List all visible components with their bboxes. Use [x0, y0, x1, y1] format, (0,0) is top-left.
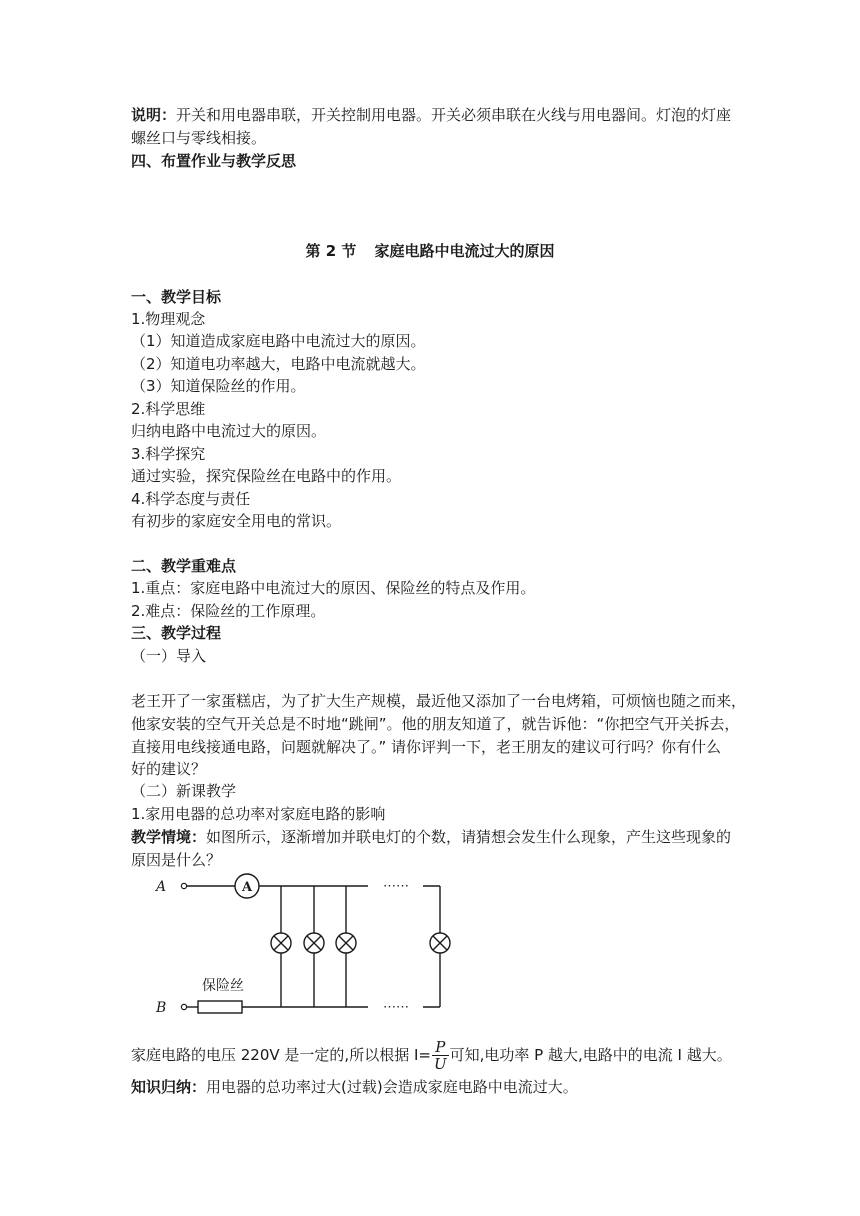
formula-line	[131, 1037, 732, 1073]
goal-1a: （1）知道造成家庭电路中电流过大的原因。	[131, 332, 426, 350]
key-heading: 二、教学重难点	[131, 557, 237, 575]
goal-4: 4.科学态度与责任	[131, 490, 251, 508]
power-formula	[432, 1039, 449, 1072]
explanation-cont: 螺丝口与零线相接。	[131, 129, 267, 147]
explanation-text: 开关和用电器串联，开关控制用电器。开关必须串联在火线与用电器间。灯泡的灯座	[176, 106, 732, 124]
goals-heading: 一、教学目标	[131, 288, 222, 306]
terminal-a	[181, 883, 186, 888]
fuse-symbol	[198, 1001, 242, 1013]
fuse-label: 保险丝	[202, 978, 244, 994]
goal-2: 2.科学思维	[131, 400, 206, 418]
goal-1: 1.物理观念	[131, 310, 206, 328]
goal-2a: 归纳电路中电流过大的原因。	[131, 422, 327, 440]
ellipsis-bottom: ⋯⋯	[383, 1000, 409, 1015]
intro-heading: （一）导入	[131, 647, 207, 665]
formula-before: 家庭电路的电压 220V 是一定的,所以根据 I=	[131, 1046, 431, 1064]
terminal-a-label: A	[156, 879, 167, 895]
topic-1: 1.家用电器的总功率对家庭电路的影响	[131, 805, 386, 823]
formula-denominator: U	[433, 1055, 447, 1073]
lamps	[271, 933, 450, 953]
goal-3a: 通过实验，探究保险丝在电路中的作用。	[131, 467, 402, 485]
goal-4a: 有初步的家庭安全用电的常识。	[131, 512, 342, 530]
story-line-1: 老王开了一家蛋糕店，为了扩大生产规模，最近他又添加了一台电烤箱，可烦恼也随之而来，	[131, 692, 747, 710]
summary-line	[131, 1076, 578, 1098]
key-point: 1.重点：家庭电路中电流过大的原因、保险丝的特点及作用。	[131, 579, 536, 597]
explanation-line	[131, 104, 731, 126]
summary-label: 知识归纳：	[131, 1078, 207, 1096]
story-line-3: 直接用电线接通电路，问题就解决了。” 请你评判一下，老王朋友的建议可行吗？你有什么	[131, 738, 722, 756]
section-number: 第 2 节	[305, 242, 357, 260]
terminal-b	[181, 1004, 186, 1009]
formula-after: 可知,电功率 P 越大,电路中的电流 I 越大。	[449, 1046, 732, 1064]
section-title	[0, 240, 860, 262]
goal-1c: （3）知道保险丝的作用。	[131, 377, 306, 395]
lamp-crosses	[274, 936, 447, 950]
story-line-2: 他家安装的空气开关总是不时地“跳闸”。他的朋友知道了，就告诉他：“你把空气开关拆去，	[131, 715, 740, 733]
section-4-heading: 四、布置作业与教学反思	[131, 152, 297, 170]
section-name: 家庭电路中电流过大的原因	[374, 242, 555, 260]
situation-line-1	[131, 826, 731, 848]
summary-text: 用电器的总功率过大(过载)会造成家庭电路中电流过大。	[206, 1078, 578, 1096]
goal-1b: （2）知道电功率越大，电路中电流就越大。	[131, 355, 426, 373]
new-lesson-heading: （二）新课教学	[131, 782, 237, 800]
circuit-diagram	[140, 868, 470, 1018]
ammeter-label: A	[241, 880, 253, 895]
difficult-point: 2.难点：保险丝的工作原理。	[131, 602, 326, 620]
situation-line-2: 原因是什么？	[131, 851, 222, 869]
terminal-b-label: B	[156, 1000, 167, 1016]
process-heading: 三、教学过程	[131, 624, 222, 642]
goal-3: 3.科学探究	[131, 445, 206, 463]
situation-label: 教学情境：	[131, 828, 207, 846]
situation-text: 如图所示，逐渐增加并联电灯的个数，请猜想会发生什么现象，产生这些现象的	[206, 828, 732, 846]
ellipsis-top: ⋯⋯	[383, 879, 409, 894]
formula-numerator: P	[432, 1039, 449, 1056]
explanation-label: 说明：	[131, 106, 177, 124]
story-line-4: 好的建议？	[131, 760, 207, 778]
